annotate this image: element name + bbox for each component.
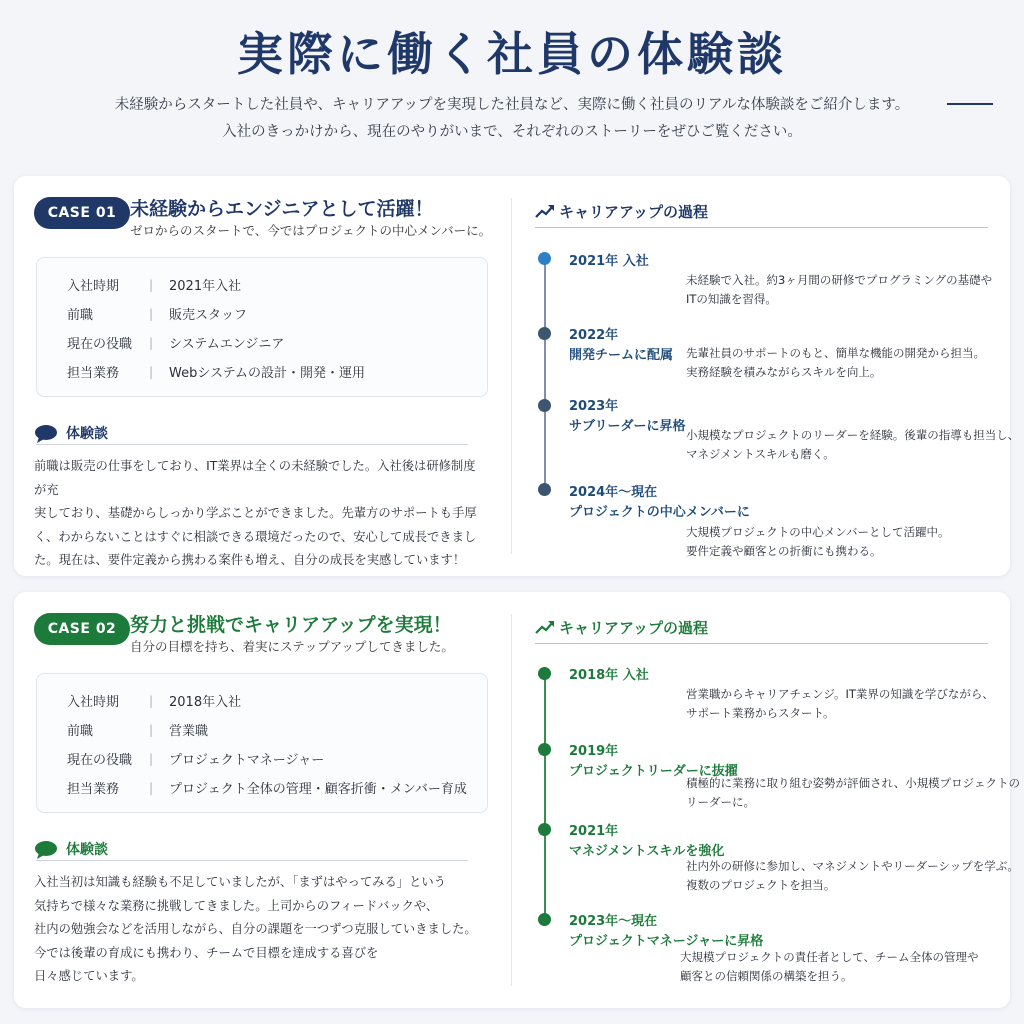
profile-value: システムエンジニア bbox=[169, 337, 285, 352]
timeline-desc-line: マネジメントスキルも磨く。 bbox=[686, 447, 835, 461]
timeline-desc bbox=[686, 523, 949, 561]
trend-up-icon bbox=[535, 619, 555, 635]
profile-separator: | bbox=[149, 306, 154, 321]
timeline-desc bbox=[686, 857, 1019, 895]
profile-row bbox=[37, 270, 487, 299]
profile-key: 担当業務 bbox=[67, 782, 120, 797]
profile-value: プロジェクト全体の管理・顧客折衝・メンバー育成 bbox=[169, 782, 467, 797]
timeline-year: 2023年〜現在 bbox=[569, 914, 658, 929]
page-title: 実際に働く社員の体験談 bbox=[237, 27, 787, 81]
story-line: く、わからないことはすぐに相談できる環境だったので、安心して成長できまし bbox=[34, 529, 477, 544]
timeline-desc-line: 未経験で入社。約3ヶ月間の研修でプログラミングの基礎や bbox=[686, 273, 993, 287]
intro-line-2: 入社のきっかけから、現在のやりがいまで、それぞれのストーリーをぜひご覧ください。 bbox=[222, 124, 802, 140]
profile-row bbox=[37, 773, 487, 802]
case-card-01 bbox=[14, 176, 1020, 576]
timeline-desc-line: 営業職からキャリアチェンジ。IT業界の知識を学びながら、 bbox=[686, 687, 994, 701]
case-badge: CASE 01 bbox=[34, 197, 130, 229]
story-body bbox=[34, 871, 486, 989]
timeline-desc-line: 実務経験を積みながらスキルを向上。 bbox=[686, 365, 882, 379]
timeline-line bbox=[544, 668, 546, 924]
timeline-desc-line: サポート業務からスタート。 bbox=[686, 706, 835, 720]
profile-key: 現在の役職 bbox=[67, 337, 133, 352]
timeline-desc bbox=[686, 426, 1019, 464]
case-title: 未経験からエンジニアとして活躍！ bbox=[130, 198, 434, 220]
timeline-desc bbox=[680, 948, 979, 986]
profile-value: プロジェクトマネージャー bbox=[169, 753, 325, 768]
story-line: 前職は販売の仕事をしており、IT業界は全くの未経験でした。入社後は研修制度が充 bbox=[34, 459, 476, 497]
profile-separator: | bbox=[149, 693, 154, 708]
timeline-year: 2021年 入社 bbox=[569, 254, 649, 269]
timeline-desc-line: 大規模プロジェクトの責任者として、チーム全体の管理や bbox=[680, 950, 979, 964]
timeline-desc-line: 複数のプロジェクトを担当。 bbox=[686, 878, 836, 892]
profile-separator: | bbox=[149, 277, 154, 292]
story-rule bbox=[36, 444, 468, 445]
timeline-desc-line: 要件定義や顧客との折衝にも携わる。 bbox=[686, 544, 882, 558]
timeline-year: 2023年 bbox=[569, 399, 619, 414]
story-body bbox=[34, 455, 486, 573]
timeline-dot bbox=[538, 252, 551, 265]
timeline-event: プロジェクトリーダーに抜擢 bbox=[569, 764, 738, 779]
timeline-event: 開発チームに配属 bbox=[569, 348, 674, 363]
profile-key: 前職 bbox=[67, 724, 94, 739]
profile-key: 入社時期 bbox=[67, 279, 120, 294]
trend-up-icon bbox=[535, 203, 555, 219]
timeline-dot bbox=[538, 483, 551, 496]
case-badge: CASE 02 bbox=[34, 613, 130, 645]
profile-row bbox=[37, 686, 487, 715]
story-line: 社内の勉強会などを活用しながら、自分の課題を一つずつ克服していきました。 bbox=[34, 922, 477, 936]
timeline-dot bbox=[538, 743, 551, 756]
profile-value: 2021年入社 bbox=[169, 279, 242, 294]
column-divider bbox=[511, 614, 512, 986]
timeline-dot bbox=[538, 913, 551, 926]
story-line: 日々感じています。 bbox=[34, 969, 144, 983]
timeline-desc-line: 先輩社員のサポートのもと、簡単な機能の開発から担当。 bbox=[686, 346, 985, 360]
profile-row bbox=[37, 715, 487, 744]
story-line: 実しており、基礎からしっかり学ぶことができました。先輩方のサポートも手厚 bbox=[34, 506, 477, 520]
timeline-rule bbox=[535, 227, 988, 228]
timeline-heading: キャリアアップの過程 bbox=[559, 203, 708, 221]
speech-bubble-icon bbox=[34, 840, 58, 860]
timeline-event: マネジメントスキルを強化 bbox=[569, 844, 725, 859]
profile-value: Webシステムの設計・開発・運用 bbox=[169, 366, 366, 381]
timeline-year: 2018年 入社 bbox=[569, 668, 649, 683]
profile-key: 入社時期 bbox=[67, 695, 120, 710]
timeline-desc bbox=[686, 685, 994, 723]
profile-separator: | bbox=[149, 722, 154, 737]
story-line: 入社当初は知識も経験も不足していましたが、「まずはやってみる」という bbox=[34, 875, 446, 889]
timeline-dot bbox=[538, 399, 551, 412]
profile-key: 現在の役職 bbox=[67, 753, 133, 768]
timeline-desc-line: ITの知識を習得。 bbox=[686, 292, 777, 306]
case-card-02 bbox=[14, 592, 1020, 1008]
column-divider bbox=[511, 198, 512, 554]
timeline-desc-line: 大規模プロジェクトの中心メンバーとして活躍中。 bbox=[686, 525, 950, 539]
timeline-rule bbox=[535, 643, 988, 644]
profile-row bbox=[37, 328, 487, 357]
case-subtitle: ゼロからのスタートで、今ではプロジェクトの中心メンバーに。 bbox=[130, 223, 492, 238]
case-title: 努力と挑戦でキャリアアップを実現！ bbox=[130, 614, 452, 636]
timeline-desc bbox=[686, 271, 992, 309]
timeline-desc-line: 社内外の研修に参加し、マネジメントやリーダーシップを学ぶ。 bbox=[686, 859, 1019, 873]
timeline-dot bbox=[538, 823, 551, 836]
timeline-dot bbox=[538, 667, 551, 680]
profile-table bbox=[36, 673, 488, 813]
profile-row bbox=[37, 299, 487, 328]
story-rule bbox=[36, 860, 468, 861]
timeline-desc-line: 顧客との信頼関係の構築を担う。 bbox=[680, 969, 853, 983]
timeline-desc-line: 小規模なプロジェクトのリーダーを経験。後輩の指導も担当し、 bbox=[686, 428, 1020, 442]
timeline-heading: キャリアアップの過程 bbox=[559, 619, 708, 637]
profile-separator: | bbox=[149, 364, 154, 379]
speech-bubble-icon bbox=[34, 424, 58, 444]
timeline-desc-line: リーダーに。 bbox=[686, 795, 755, 809]
profile-separator: | bbox=[149, 780, 154, 795]
timeline-year: 2019年 bbox=[569, 744, 619, 759]
story-line: 気持ちで様々な業務に挑戦してきました。上司からのフィードバックや、 bbox=[34, 898, 439, 913]
timeline-event: プロジェクトの中心メンバーに bbox=[569, 505, 750, 520]
timeline-desc bbox=[686, 774, 1020, 812]
profile-table bbox=[36, 257, 488, 397]
timeline-year: 2021年 bbox=[569, 824, 619, 839]
profile-key: 前職 bbox=[67, 308, 94, 323]
timeline-desc bbox=[686, 344, 985, 382]
profile-row bbox=[37, 357, 487, 386]
timeline-dot bbox=[538, 327, 551, 340]
profile-value: 営業職 bbox=[169, 724, 209, 739]
case-subtitle: 自分の目標を持ち、着実にステップアップしてきました。 bbox=[130, 639, 454, 654]
story-line: た。現在は、要件定義から携わる案件も増え、自分の成長を実感しています！ bbox=[34, 553, 466, 567]
profile-value: 販売スタッフ bbox=[169, 308, 248, 323]
profile-row bbox=[37, 744, 487, 773]
timeline-event: サブリーダーに昇格 bbox=[569, 419, 686, 434]
story-line: 今では後輩の育成にも携わり、チームで目標を達成する喜びを bbox=[34, 945, 379, 960]
profile-value: 2018年入社 bbox=[169, 695, 242, 710]
intro-rule bbox=[947, 103, 993, 105]
profile-separator: | bbox=[149, 751, 154, 766]
profile-separator: | bbox=[149, 335, 154, 350]
timeline-line bbox=[544, 254, 546, 490]
story-heading: 体験談 bbox=[66, 426, 108, 442]
intro-line-1: 未経験からスタートした社員や、キャリアアップを実現した社員など、実際に働く社員のリアルな体験談をご紹介します。 bbox=[114, 97, 910, 113]
timeline-desc-line: 積極的に業務に取り組む姿勢が評価され、小規模プロジェクトの bbox=[686, 776, 1020, 790]
timeline-year: 2024年〜現在 bbox=[569, 485, 658, 500]
intro-text bbox=[0, 92, 1024, 146]
timeline-event: プロジェクトマネージャーに昇格 bbox=[569, 934, 764, 949]
story-heading: 体験談 bbox=[66, 842, 108, 858]
timeline-year: 2022年 bbox=[569, 328, 619, 343]
profile-key: 担当業務 bbox=[67, 366, 120, 381]
